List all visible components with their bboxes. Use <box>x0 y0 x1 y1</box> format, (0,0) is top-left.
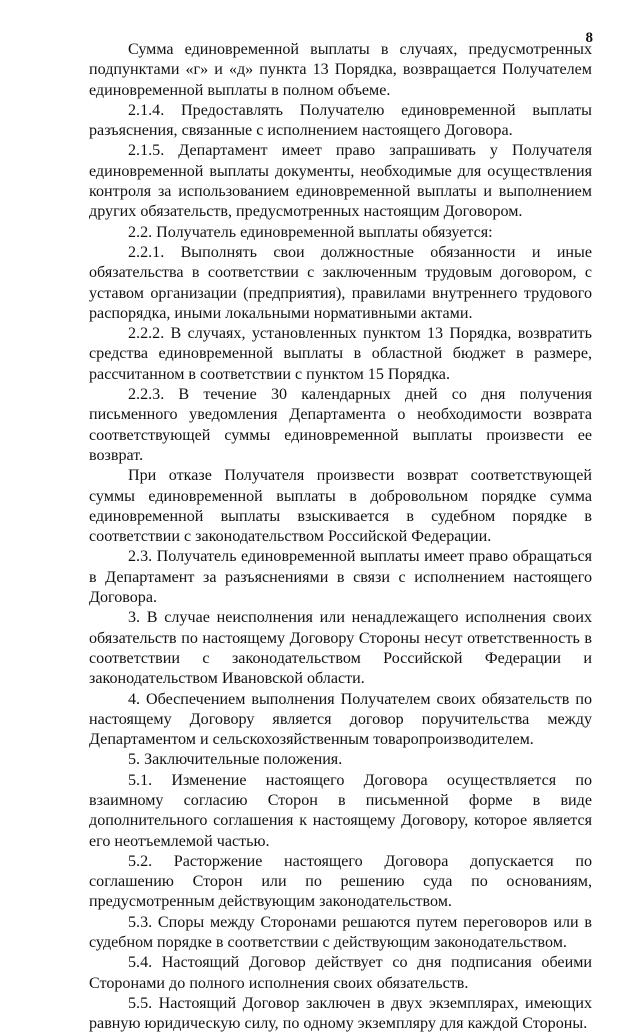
paragraph-2-3: 2.3. Получатель единовременной выплаты имеет право обращаться в Департамент за разъяснениями в связи с исполнением настоящего Договора. <box>89 548 592 607</box>
paragraph-2-1-4: 2.1.4. Предоставлять Получателю единовременной выплаты разъяснения, связанные с исполнением настоящего Договора. <box>89 101 592 140</box>
paragraph-4-guarantee: 4. Обеспечением выполнения Получателем своих обязательств по настоящему Договору является договор поручительства между Департаментом и сельскохозяйственным товаропроизводителем. <box>89 690 592 749</box>
paragraph-2-2-3: 2.2.3. В течение 30 календарных дней со дня получения письменного уведомления Департамента о необходимости возврата соответствующей суммы единовременной выплаты произвести ее возврат. <box>89 386 592 464</box>
paragraph-2-2: 2.2. Получатель единовременной выплаты обязуется: <box>128 223 493 241</box>
page-number: 8 <box>585 30 593 46</box>
paragraph-2-1-5: 2.1.5. Департамент имеет право запрашивать у Получателя единовременной выплаты документы, необходимые для осуществления контроля за использованием единовременной выплаты и выполнением других обязательств, предусмотренных настоящим Договором. <box>89 142 592 221</box>
paragraph-5-final-provisions: 5. Заключительные положения. <box>128 751 343 769</box>
paragraph-5-2: 5.2. Расторжение настоящего Договора допускается по соглашению Сторон или по решению суда по основаниям, предусмотренным действующим законодательством. <box>89 852 592 911</box>
paragraph-refusal-recovery: При отказе Получателя произвести возврат соответствующей суммы единовременной выплаты в добровольном порядке сумма единовременной выплаты взыскивается в судебном порядке в соответствии с законодательством Российской Федерации. <box>89 467 592 546</box>
paragraph-5-1: 5.1. Изменение настоящего Договора осуществляется по взаимному согласию Сторон в письменной форме в виде дополнительного соглашения к настоящему Договору, которое является его неотъемлемой частью. <box>89 771 592 850</box>
paragraph-2-2-1: 2.2.1. Выполнять свои должностные обязанности и иные обязательства в соответствии с заключенным трудовым договором, с уставом организации (предприятия), правилами внутреннего трудового распорядка, иными локальными нормативными актами. <box>89 243 592 322</box>
paragraph-5-5: 5.5. Настоящий Договор заключен в двух экземплярах, имеющих равную юридическую силу, по одному экземпляру для каждой Стороны. <box>89 994 592 1033</box>
document-body <box>89 40 592 1035</box>
paragraph-2-2-2: 2.2.2. В случаях, установленных пунктом 13 Порядка, возвратить средства единовременной выплаты в областной бюджет в размере, рассчитанном в соответствии с пунктом 15 Порядка. <box>89 325 592 383</box>
paragraph-5-3: 5.3. Споры между Сторонами решаются путем переговоров или в судебном порядке в соответствии с действующим законодательством. <box>89 913 592 952</box>
paragraph-refund-amount: Сумма единовременной выплаты в случаях, предусмотренных подпунктами «г» и «д» пункта 13 Порядка, возвращается Получателем единовременной выплаты в полном объеме. <box>89 41 592 99</box>
paragraph-3-liability: 3. В случае неисполнения или ненадлежащего исполнения своих обязательств по настоящему Договору Стороны несут ответственность в соответствии с законодательством Российской Федерации и законодательством Ивановской области. <box>89 609 592 688</box>
paragraph-5-4: 5.4. Настоящий Договор действует со дня подписания обеими Сторонами до полного исполнения своих обязательств. <box>89 954 592 992</box>
